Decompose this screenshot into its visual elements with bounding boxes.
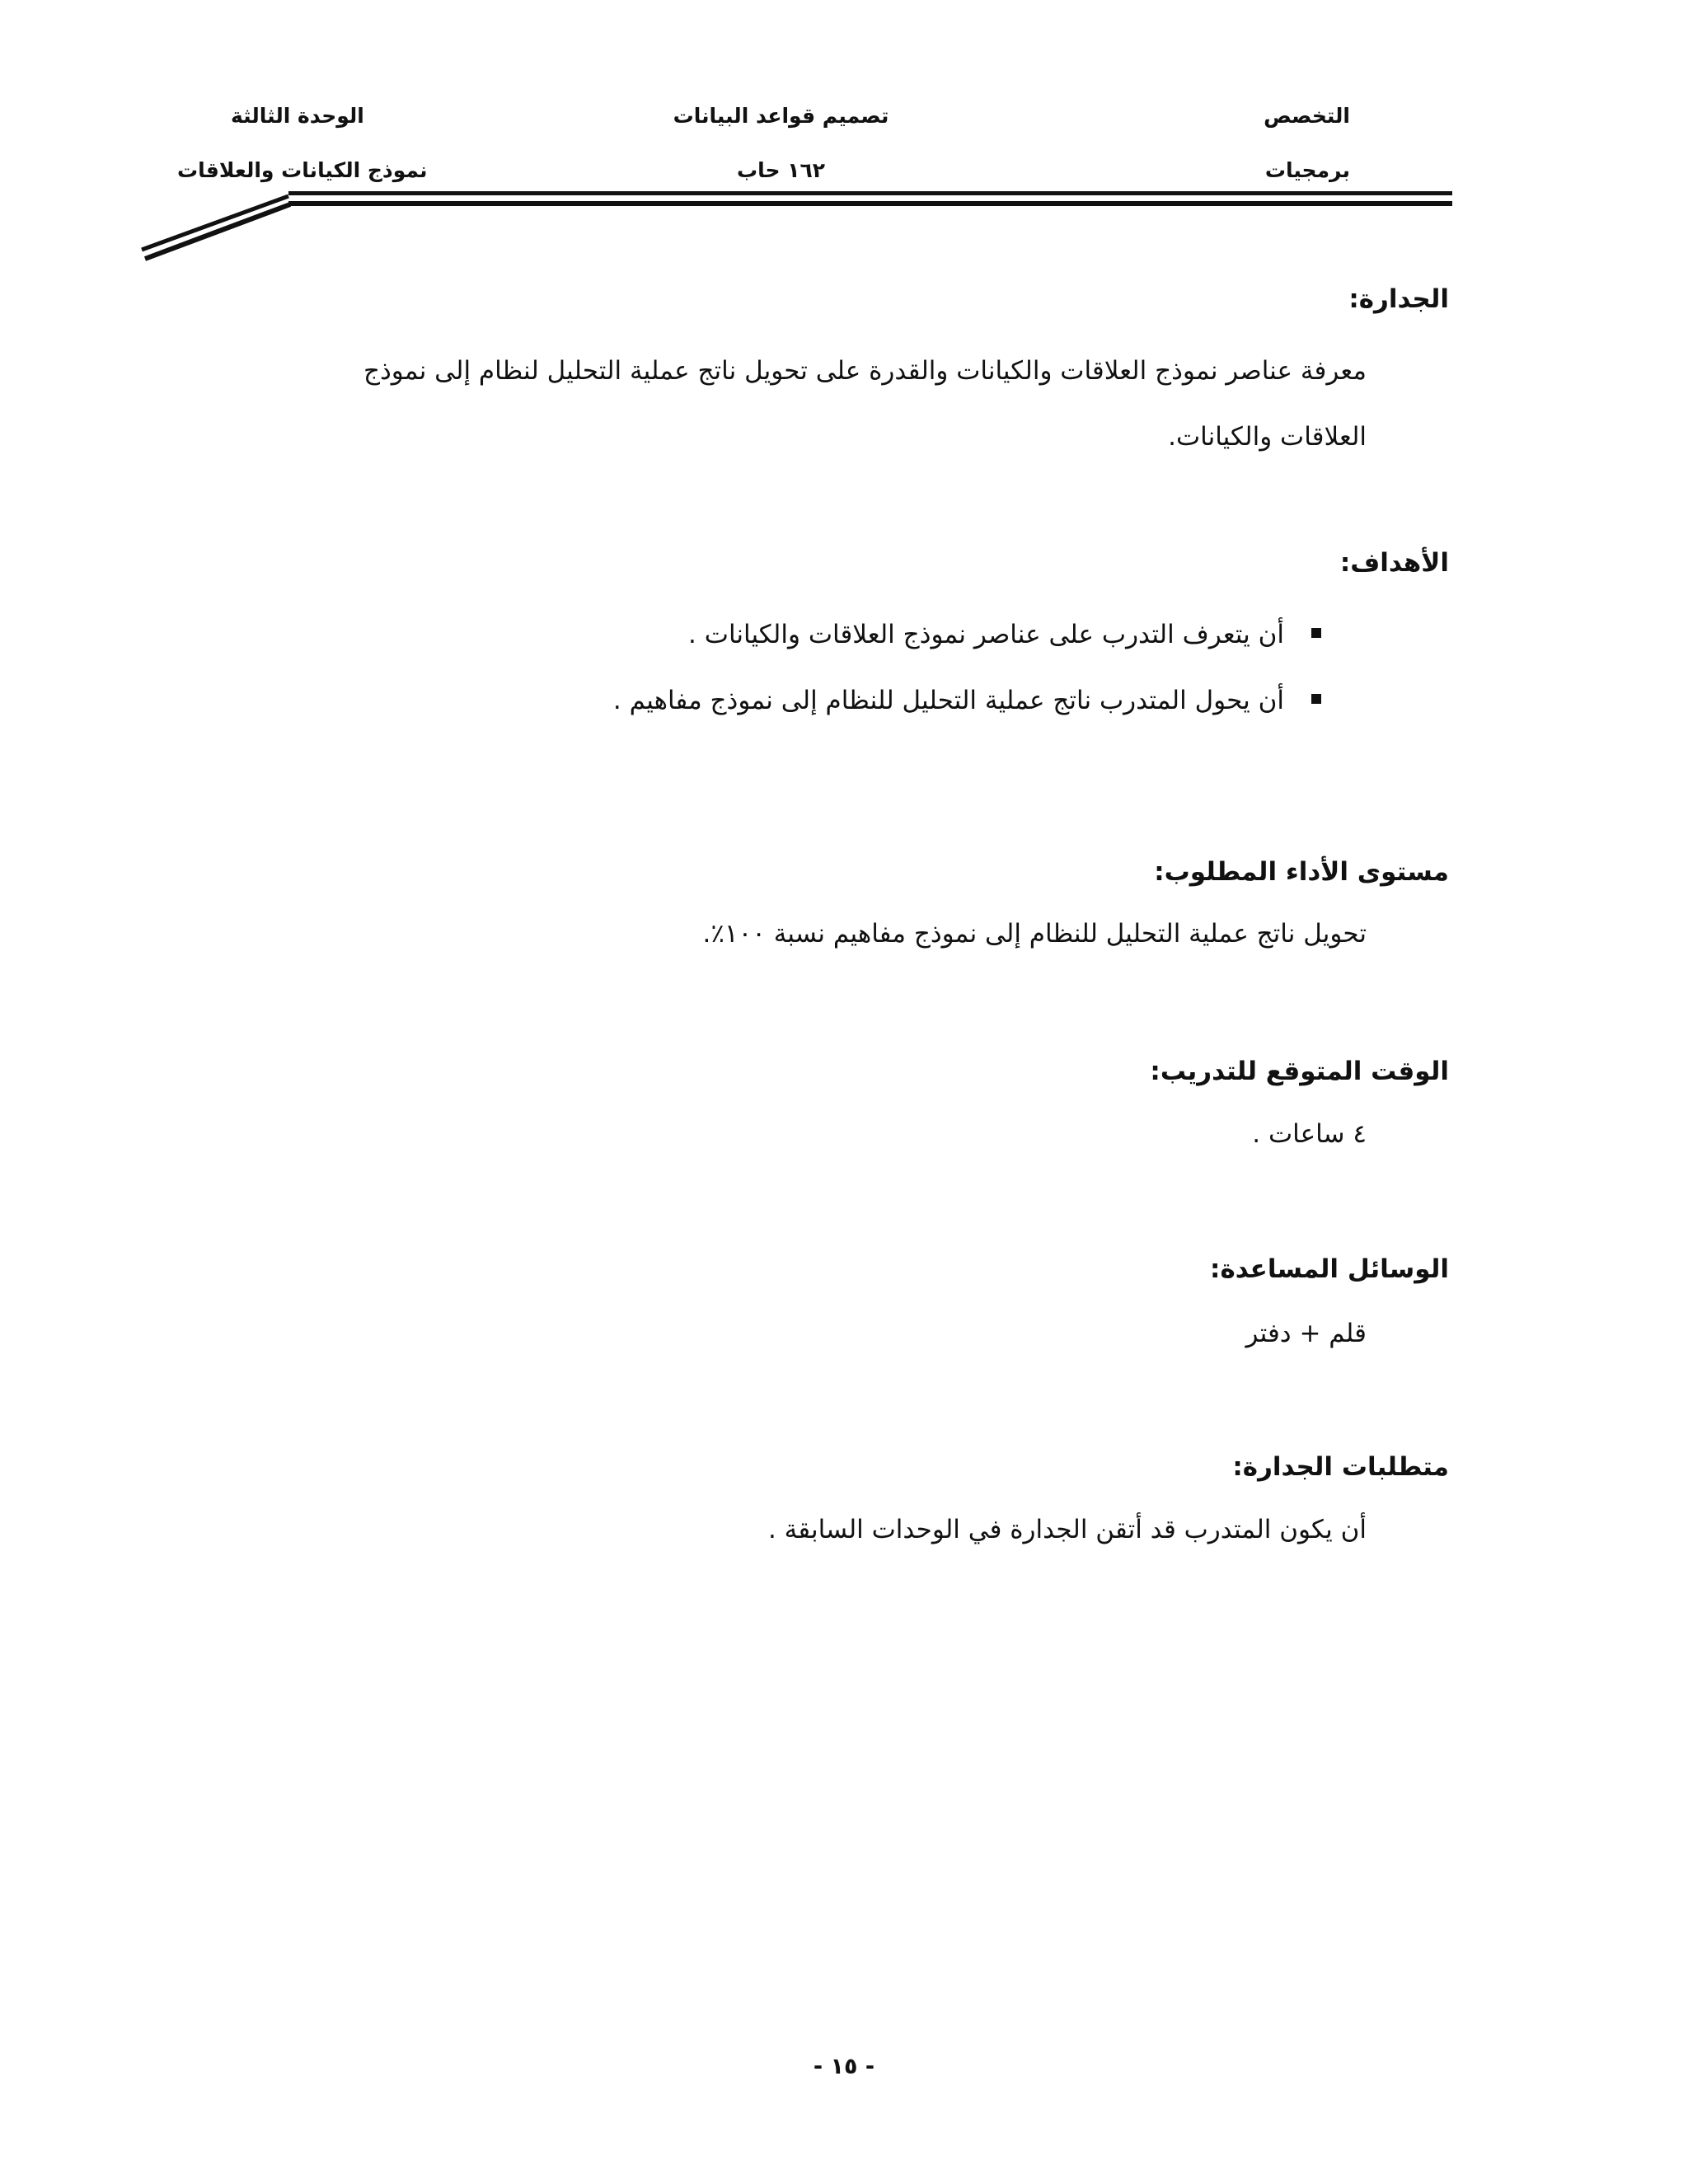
bullet-square-icon xyxy=(1311,628,1321,638)
objectives-list xyxy=(613,602,1284,733)
header-specialty-value: برمجيات xyxy=(1264,158,1350,182)
competency-heading: الجدارة: xyxy=(1348,284,1449,314)
objective-item xyxy=(613,602,1284,668)
header-specialty-label: التخصص xyxy=(1264,104,1350,128)
competency-line-2: العلاقات والكيانات. xyxy=(1168,422,1367,452)
objective-item xyxy=(613,668,1284,733)
header-rule xyxy=(0,0,1688,280)
aids-heading: الوسائل المساعدة: xyxy=(1210,1254,1449,1284)
header-unit-title-text: نموذج الكيانات والعلاقات xyxy=(177,158,428,182)
header-rule-diagonal-1 xyxy=(142,196,288,250)
performance-text: تحويل ناتج عملية التحليل للنظام إلى نموذج مفاهيم نسبة ١٠٠٪. xyxy=(702,919,1367,949)
header-rule-upper-line xyxy=(288,191,1452,195)
competency-text xyxy=(171,338,1367,470)
header-rule-lower-line xyxy=(288,201,1452,206)
page-number: - ١٥ - xyxy=(813,2054,875,2079)
requirements-text: أن يكون المتدرب قد أتقن الجدارة في الوحدات السابقة . xyxy=(767,1515,1367,1544)
header-course-code: ١٦٢ حاب xyxy=(736,158,825,182)
header-rule-diagonal-2 xyxy=(145,204,290,259)
competency-line-1: معرفة عناصر نموذج العلاقات والكيانات والقدرة على تحويل ناتج عملية التحليل لنظام إلى نموذج xyxy=(363,356,1367,386)
header-course-title: تصميم قواعد البيانات xyxy=(673,104,889,128)
bullet-square-icon xyxy=(1311,694,1321,704)
header-unit-label-text: الوحدة الثالثة xyxy=(231,104,364,128)
time-heading: الوقت المتوقع للتدريب: xyxy=(1150,1057,1449,1086)
objectives-heading: الأهداف: xyxy=(1339,548,1449,578)
aids-text: قلم + دفتر xyxy=(1245,1319,1367,1348)
performance-heading: مستوى الأداء المطلوب: xyxy=(1154,857,1449,887)
objective-text: أن يحول المتدرب ناتج عملية التحليل للنظام إلى نموذج مفاهيم . xyxy=(612,686,1284,715)
time-text: ٤ ساعات . xyxy=(1252,1119,1367,1149)
requirements-heading: متطلبات الجدارة: xyxy=(1232,1452,1449,1482)
objective-text: أن يتعرف التدرب على عناصر نموذج العلاقات والكيانات . xyxy=(688,620,1284,649)
